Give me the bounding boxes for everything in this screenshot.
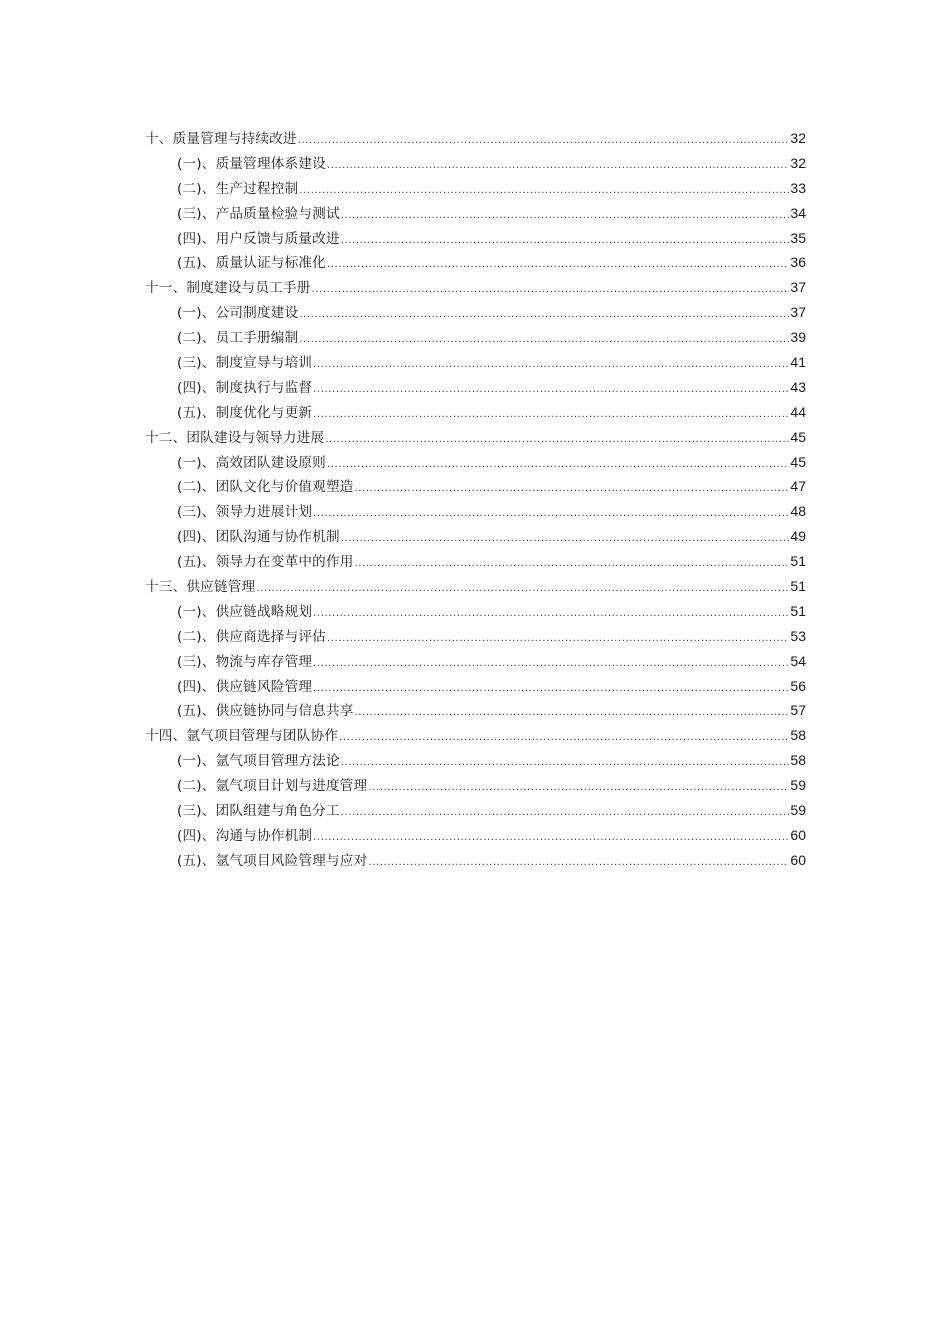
toc-page-number: 45	[790, 428, 806, 445]
toc-page-number: 53	[790, 627, 806, 644]
toc-dot-leader	[341, 527, 790, 552]
toc-dot-leader	[325, 428, 789, 453]
toc-dot-leader	[299, 328, 789, 353]
toc-dot-leader	[355, 477, 790, 502]
toc-page-number: 34	[790, 204, 806, 221]
toc-page-number: 35	[790, 229, 806, 246]
toc-page-number: 39	[790, 329, 806, 346]
toc-entry-title: 十一、制度建设与员工手册	[145, 280, 311, 297]
toc-page-number: 59	[790, 802, 806, 819]
toc-dot-leader	[313, 826, 789, 851]
toc-section-entry[interactable]	[145, 300, 806, 325]
toc-dot-leader	[368, 776, 789, 801]
toc-section-entry[interactable]	[145, 624, 806, 649]
toc-entry-title: (二)、员工手册编制	[177, 330, 299, 347]
toc-entry-title: (二)、团队文化与价值观塑造	[177, 479, 354, 496]
toc-page-number: 48	[790, 503, 806, 520]
toc-entry-title: (一)、公司制度建设	[177, 305, 299, 322]
toc-page-number: 45	[790, 453, 806, 470]
toc-section-entry[interactable]	[145, 848, 806, 873]
toc-entry-title: (三)、领导力进展计划	[177, 504, 313, 521]
toc-section-entry[interactable]	[145, 176, 806, 201]
toc-page-number: 37	[790, 304, 806, 321]
toc-section-entry[interactable]	[145, 325, 806, 350]
toc-page-number: 43	[790, 378, 806, 395]
toc-chapter-entry[interactable]	[145, 126, 806, 151]
toc-section-entry[interactable]	[145, 375, 806, 400]
toc-section-entry[interactable]	[145, 350, 806, 375]
toc-entry-title: (一)、氩气项目管理方法论	[177, 753, 340, 770]
toc-section-entry[interactable]	[145, 649, 806, 674]
toc-entry-title: (五)、供应链协同与信息共享	[177, 703, 354, 720]
toc-page-number: 59	[790, 777, 806, 794]
toc-dot-leader	[327, 253, 789, 278]
toc-section-entry[interactable]	[145, 524, 806, 549]
toc-section-entry[interactable]	[145, 151, 806, 176]
toc-entry-title: (五)、制度优化与更新	[177, 404, 313, 421]
toc-section-entry[interactable]	[145, 226, 806, 251]
toc-section-entry[interactable]	[145, 599, 806, 624]
toc-dot-leader	[299, 303, 789, 328]
toc-dot-leader	[313, 403, 789, 428]
toc-page-number: 54	[790, 652, 806, 669]
toc-chapter-entry[interactable]	[145, 425, 806, 450]
toc-page-number: 47	[790, 478, 806, 495]
toc-entry-title: (五)、氩气项目风险管理与应对	[177, 852, 368, 869]
toc-section-entry[interactable]	[145, 499, 806, 524]
toc-entry-title: (四)、团队沟通与协作机制	[177, 529, 340, 546]
toc-dot-leader	[312, 278, 790, 303]
toc-dot-leader	[327, 627, 789, 652]
toc-section-entry[interactable]	[145, 250, 806, 275]
toc-entry-title: (五)、质量认证与标准化	[177, 255, 326, 272]
toc-page-number: 49	[790, 528, 806, 545]
toc-dot-leader	[313, 353, 789, 378]
toc-page-number: 51	[790, 602, 806, 619]
toc-page-number: 36	[790, 254, 806, 271]
toc-dot-leader	[341, 751, 790, 776]
toc-page-number: 33	[790, 179, 806, 196]
toc-section-entry[interactable]	[145, 201, 806, 226]
toc-dot-leader	[313, 378, 789, 403]
toc-section-entry[interactable]	[145, 698, 806, 723]
toc-dot-leader	[313, 502, 789, 527]
toc-page-number: 60	[790, 826, 806, 843]
toc-section-entry[interactable]	[145, 474, 806, 499]
toc-entry-title: (三)、产品质量检验与测试	[177, 205, 340, 222]
toc-page-number: 51	[790, 578, 806, 595]
toc-entry-title: (三)、制度宣导与培训	[177, 355, 313, 372]
toc-section-entry[interactable]	[145, 823, 806, 848]
toc-section-entry[interactable]	[145, 450, 806, 475]
toc-dot-leader	[327, 154, 789, 179]
toc-page-number: 57	[790, 702, 806, 719]
toc-page-number: 44	[790, 403, 806, 420]
toc-page-number: 60	[790, 851, 806, 868]
toc-page-number: 37	[790, 279, 806, 296]
toc-dot-leader	[256, 577, 789, 602]
toc-dot-leader	[313, 677, 789, 702]
toc-chapter-entry[interactable]	[145, 723, 806, 748]
toc-dot-leader	[355, 552, 790, 577]
toc-dot-leader	[339, 726, 789, 751]
toc-dot-leader	[341, 204, 790, 229]
toc-entry-title: (三)、团队组建与角色分工	[177, 803, 340, 820]
toc-chapter-entry[interactable]	[145, 574, 806, 599]
toc-page-number: 58	[790, 727, 806, 744]
toc-chapter-entry[interactable]	[145, 275, 806, 300]
toc-entry-title: (五)、领导力在变革中的作用	[177, 554, 354, 571]
toc-entry-title: (四)、用户反馈与质量改进	[177, 230, 340, 247]
toc-dot-leader	[355, 701, 790, 726]
toc-dot-leader	[368, 851, 789, 876]
toc-entry-title: (一)、质量管理体系建设	[177, 155, 326, 172]
toc-dot-leader	[299, 179, 789, 204]
toc-entry-title: 十、质量管理与持续改进	[145, 131, 297, 147]
toc-entry-title: (二)、氩气项目计划与进度管理	[177, 778, 368, 795]
toc-entry-title: (一)、供应链战略规划	[177, 603, 313, 620]
toc-dot-leader	[341, 229, 790, 254]
toc-page-number: 41	[790, 354, 806, 371]
toc-dot-leader	[298, 129, 790, 154]
toc-section-entry[interactable]	[145, 773, 806, 798]
toc-section-entry[interactable]	[145, 549, 806, 574]
toc-section-entry[interactable]	[145, 400, 806, 425]
toc-entry-title: 十四、氩气项目管理与团队协作	[145, 728, 339, 745]
toc-entry-title: 十三、供应链管理	[145, 579, 256, 596]
toc-page-number: 56	[790, 677, 806, 694]
toc-page-number: 32	[790, 154, 806, 171]
toc-section-entry[interactable]	[145, 748, 806, 773]
toc-entry-title: (四)、沟通与协作机制	[177, 827, 313, 844]
toc-dot-leader	[313, 652, 789, 677]
toc-entry-title: (二)、生产过程控制	[177, 180, 299, 197]
toc-section-entry[interactable]	[145, 798, 806, 823]
toc-section-entry[interactable]	[145, 674, 806, 699]
toc-page-number: 51	[790, 553, 806, 570]
toc-entry-title: (一)、高效团队建设原则	[177, 454, 326, 471]
toc-dot-leader	[327, 453, 789, 478]
toc-entry-title: (三)、物流与库存管理	[177, 653, 313, 670]
toc-entry-title: (四)、制度执行与监督	[177, 379, 313, 396]
table-of-contents	[145, 126, 806, 873]
toc-entry-title: 十二、团队建设与领导力进展	[145, 429, 325, 446]
toc-page-number: 32	[790, 130, 806, 146]
toc-dot-leader	[341, 801, 790, 826]
toc-dot-leader	[313, 602, 789, 627]
toc-page-number: 58	[790, 752, 806, 769]
toc-entry-title: (二)、供应商选择与评估	[177, 628, 326, 645]
toc-entry-title: (四)、供应链风险管理	[177, 678, 313, 695]
